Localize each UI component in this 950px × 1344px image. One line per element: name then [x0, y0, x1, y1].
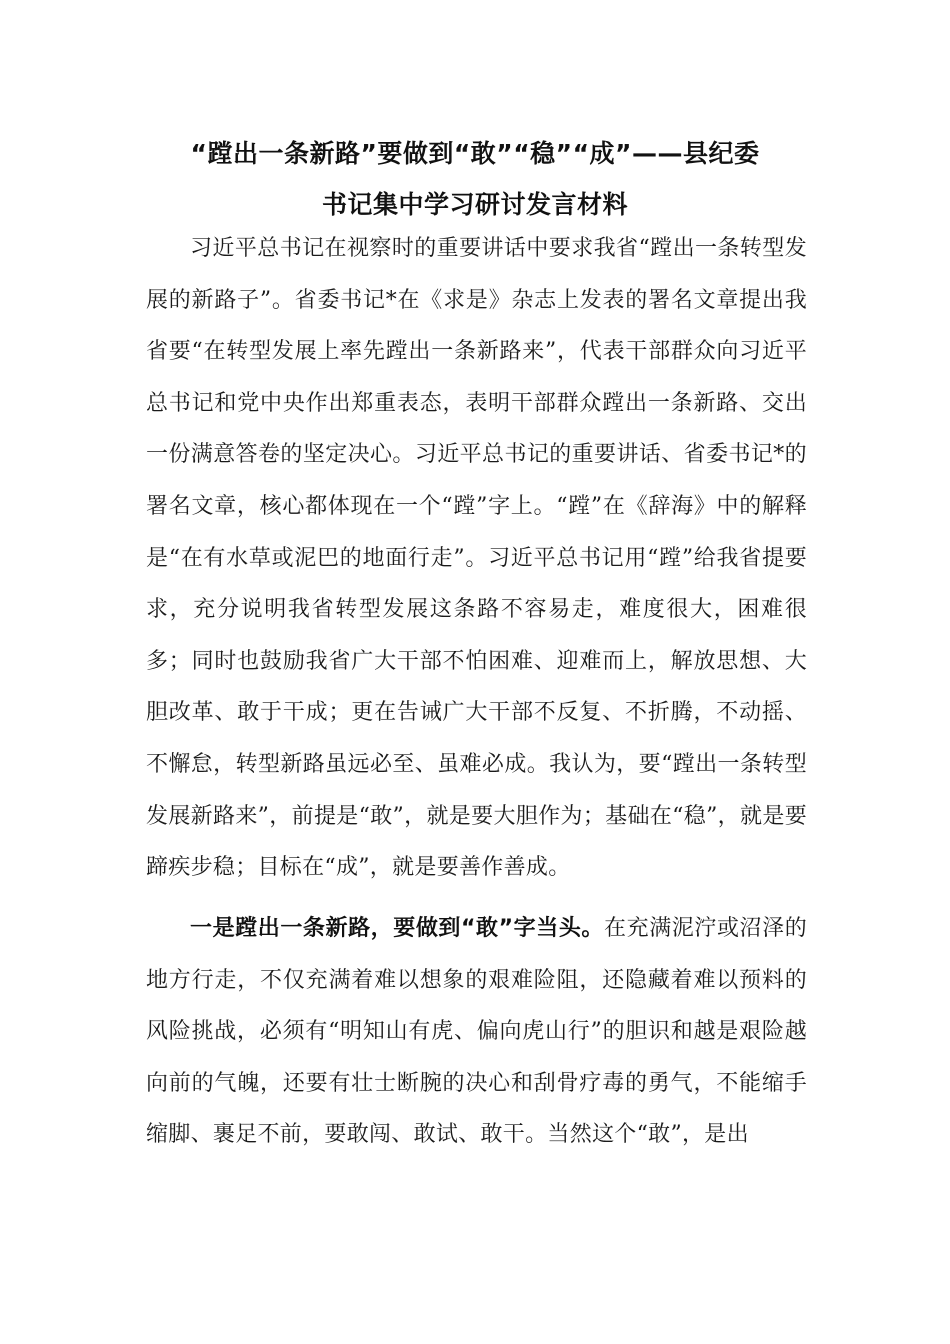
title-line-2: 书记集中学习研讨发言材料 — [321, 190, 628, 219]
title-line-1: “蹚出一条新路”要做到“敢”“稳”“成”——县纪委 — [190, 139, 760, 168]
intro-paragraph: 习近平总书记在视察时的重要讲话中要求我省“蹚出一条转型发展的新路子”。省委书记*在《求是》杂志上发表的署名文章提出我省要“在转型发展上率先蹚出一条新路来”，代表干部群众向习近平总书记和党中央作出郑重表态，表明干部群众蹚出一条新路、交出一份满意答卷的坚定决心。习近平总书记的重要讲话、省委书记*的署名文章，核心都体现在一个“蹚”字上。“蹚”在《辞海》中的解释是“在有水草或泥巴的地面行走”。习近平总书记用“蹚”给我省提要求，充分说明我省转型发展这条路不容易走，难度很大，困难很多；同时也鼓励我省广大干部不怕困难、迎难而上，解放思想、大胆改革、敢于干成；更在告诫广大干部不反复、不折腾，不动摇、不懈怠，转型新路虽远必至、虽难必成。我认为，要“蹚出一条转型发展新路来”，前提是“敢”，就是要大胆作为；基础在“稳”，就是要蹄疾步稳；目标在“成”，就是要善作善成。 — [146, 236, 807, 881]
document-title — [140, 128, 810, 230]
section-1-body: 在充满泥泞或沼泽的地方行走，不仅充满着难以想象的艰难险阻，还隐藏着难以预料的风险挑战，必须有“明知山有虎、偏向虎山行”的胆识和越是艰险越向前的气魄，还要有壮士断腕的决心和刮骨疗毒的勇气，不能缩手缩脚、裹足不前，要敢闯、敢试、敢干。当然这个“敢”，是出 — [146, 916, 808, 1148]
section-1-lead: 一是蹚出一条新路，要做到“敢”字当头。 — [190, 916, 605, 941]
section-1-paragraph — [146, 903, 807, 1161]
